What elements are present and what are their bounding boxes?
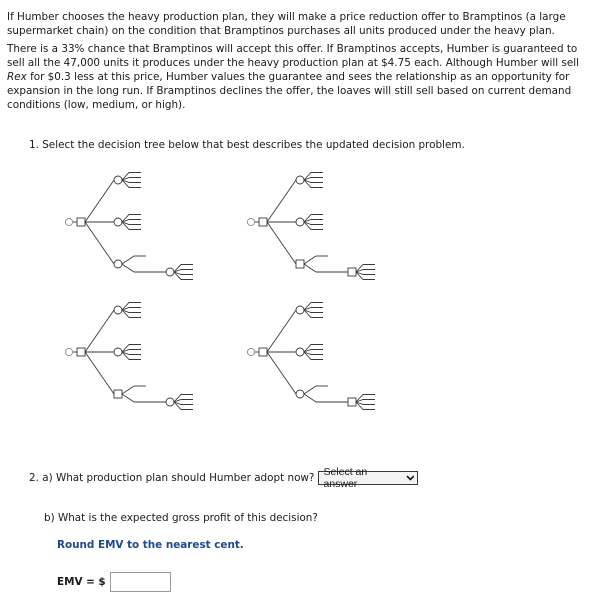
question-2b-label: b) What is the expected gross profit of this decision?: [44, 512, 318, 524]
outcome-branches: [174, 265, 193, 280]
tree-option-a[interactable]: [60, 170, 200, 300]
chance-node: [296, 348, 304, 356]
decision-node: [259, 218, 267, 226]
decision-node: [348, 398, 356, 406]
decision-node: [77, 348, 85, 356]
outcome-branches: [122, 345, 141, 360]
outcome-branches: [122, 303, 141, 318]
decision-node: [296, 260, 304, 268]
problem-text-part-1: There is a 33% chance that Bramptinos will accept this offer. If Bramptinos accepts, Humber is guaranteed to sell all the 47,000 units it produces under the heavy production plan at $4.75 each. Although Humber will sell: [7, 43, 579, 69]
outcome-branches: [174, 395, 193, 410]
chance-node: [114, 176, 122, 184]
chance-node: [114, 260, 122, 268]
problem-text-part-2: for $0.3 less at this price, Humber values the guarantee and sees the relationship as an opportunity for expansion in the long run. If Bramptinos declines the offer, the loaves will still sell based on current demand conditions (low, medium, or high).: [7, 71, 572, 111]
decision-node: [348, 268, 356, 276]
emv-input[interactable]: [110, 572, 171, 592]
tree-option-d[interactable]: [242, 300, 382, 430]
chance-node: [296, 176, 304, 184]
decision-node: [114, 390, 122, 398]
select-value: Select an answer: [323, 466, 368, 490]
chance-node: [296, 306, 304, 314]
outcome-branches: [122, 215, 141, 230]
chevron-down-icon: [406, 475, 415, 481]
tree-option-b[interactable]: [242, 170, 382, 300]
chance-node: [114, 218, 122, 226]
chance-node: [114, 306, 122, 314]
radio-circle: [247, 348, 254, 355]
production-plan-select[interactable]: [318, 466, 418, 490]
question-2a: [29, 466, 418, 490]
decision-node: [77, 218, 85, 226]
outcome-branches: [304, 215, 323, 230]
chance-node: [114, 348, 122, 356]
outcome-branches: [356, 395, 375, 410]
chance-node: [166, 268, 174, 276]
tree-option-c[interactable]: [60, 300, 200, 430]
chance-node: [166, 398, 174, 406]
radio-circle: [247, 218, 254, 225]
radio-circle: [65, 348, 72, 355]
chance-node: [296, 390, 304, 398]
problem-paragraph-1: If Humber chooses the heavy production plan, they will make a price reduction offer to Bramptinos (a large supermarket chain) on the condition that Bramptinos purchases all units produced under the heavy plan.: [7, 11, 566, 37]
question-1-label: 1. Select the decision tree below that best describes the updated decision problem.: [29, 139, 465, 151]
outcome-branches: [356, 265, 375, 280]
outcome-branches: [122, 173, 141, 188]
product-name: Rex: [7, 71, 27, 83]
question-2a-label: 2. a) What production plan should Humber adopt now?: [29, 472, 315, 484]
outcome-branches: [304, 345, 323, 360]
emv-label: EMV = $: [57, 576, 106, 588]
radio-circle: [65, 218, 72, 225]
emv-row: [57, 572, 171, 592]
outcome-branches: [304, 303, 323, 318]
outcome-branches: [304, 173, 323, 188]
problem-paragraph-2: [7, 42, 595, 112]
decision-node: [259, 348, 267, 356]
round-note: Round EMV to the nearest cent.: [57, 539, 244, 551]
chance-node: [296, 218, 304, 226]
